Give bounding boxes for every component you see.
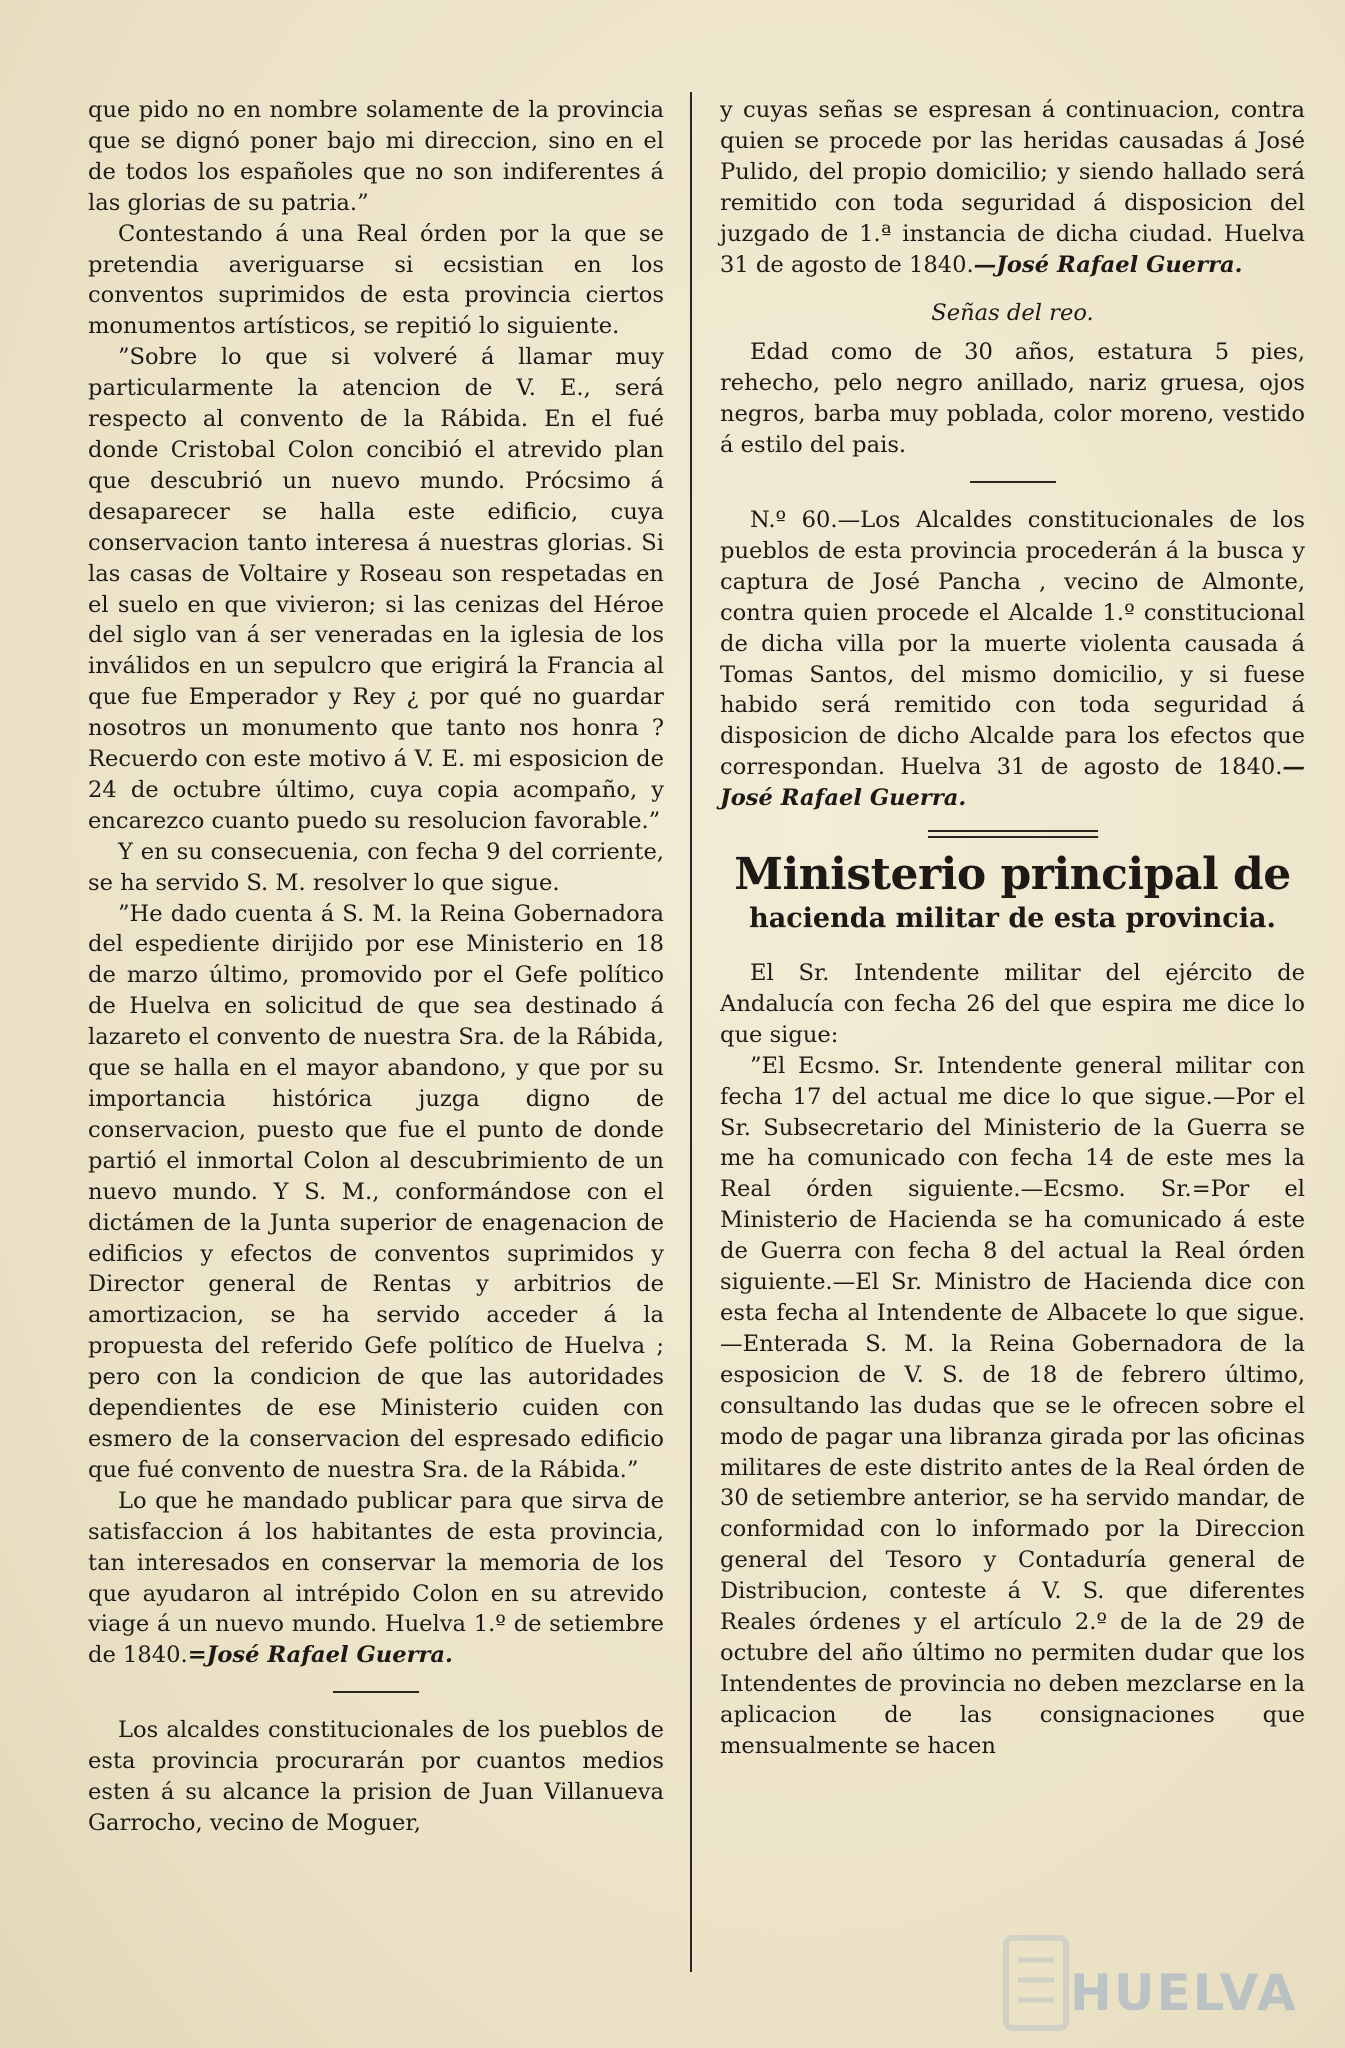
publication-paragraph — [88, 1486, 664, 1671]
left-column — [88, 95, 664, 1839]
right-column — [720, 95, 1305, 1762]
royal-order-paragraph: ”El Ecsmo. Sr. Intendente general militar con fecha 17 del actual me dice lo que sigue.—Por el Sr. Subsecretario del Ministerio de la Guerra se me ha comunicado con fecha 14 de este mes la Real órden siguiente.—Ecsmo. Sr.=Por el Ministerio de Hacienda se ha comunicado á este de Guerra con fecha 8 del actual la Real órden siguiente.—El Sr. Ministro de Hacienda dice con esta fecha al Intendente de Albacete lo que sigue.—Enterada S. M. la Reina Gobernadora de la esposicion de V. S. de 18 de febrero último, consultando las dudas que se le ofrecen sobre el modo de pagar una libranza girada por las oficinas militares de este distrito antes de la Real órden de 30 de setiembre anterior, se ha servido mandar, de conformidad con lo informado por la Direccion general del Tesoro y Contaduría general de Distribucion, conteste á V. S. que diferentes Reales órdenes y el artículo 2.º de la de 29 de octubre del año último no permiten dudar que los Intendentes de provincia no deben mezclarse en la aplicacion de las consignaciones que mensualmente se hacen — [720, 1052, 1305, 1759]
senas-description: Edad como de 30 años, estatura 5 pies, rehecho, pelo negro anillado, nariz gruesa, ojos negros, barba muy poblada, color moreno, vestido á estilo del pais. — [720, 339, 1305, 459]
column-divider — [690, 92, 692, 1972]
section-divider — [928, 836, 1098, 838]
quoted-paragraph: ”Sobre lo que si volveré á llamar muy particularmente la atencion de V. E., será respecto al convento de la Rábida. En el fué donde Cristobal Colon concibió el atrevido plan que descubrió un nuevo mundo. Prócsimo á desaparecer se halla este edificio, cuya conservacion tanto interesa á nuestras glorias. Si las casas de Voltaire y Roseau son respetadas en el suelo en que vivieron; si las cenizas del Héroe del siglo van á ser veneradas en la iglesia de los inválidos en un sepulcro que erigirá la Francia al que fue Emperador y Rey ¿ por qué no guardar nosotros un monumento que tanto nos honra ? Recuerdo con este motivo á V. E. mi esposicion de 24 de octubre último, cuya copia acompaño, y encarezco cuanto puedo su resolucion favorable.” — [88, 344, 664, 834]
signature: —José Rafael Guerra. — [973, 251, 1243, 278]
signature: —José Rafael Guerra. — [720, 754, 1305, 812]
senas-title: Señas del reo. — [931, 300, 1094, 327]
notice-60-paragraph — [720, 505, 1305, 814]
signature: =José Rafael Guerra. — [187, 1642, 453, 1669]
section-divider — [970, 481, 1056, 483]
paragraph — [720, 95, 1305, 280]
watermark-text: HUELVA — [1070, 1964, 1298, 2022]
section-heading: Ministerio principal de — [734, 849, 1291, 901]
paragraph-text: y cuyas señas se espresan á continuacion, contra quien se procede por las heridas causadas á José Pulido, del propio domicilio; y siendo hallado será remitido con toda seguridad á disposicion del juzgado de 1.ª instancia de dicha ciudad. Huelva 31 de agosto de 1840. — [720, 97, 1305, 278]
paragraph-text: Lo que he mandado publicar para que sirva de satisfaccion á los habitantes de esta provincia, tan interesados en conservar la memoria de los que ayudaron al intrépido Colon en su atrevido viage á un nuevo mundo. Huelva 1.º de setiembre de 1840. — [88, 1487, 664, 1669]
section-divider — [333, 1691, 419, 1693]
paragraph: Contestando á una Real órden por la que se pretendia averiguarse si ecsistian en los conventos suprimidos de esta provincia ciertos monumentos artísticos, se repitió lo siguiente. — [88, 220, 664, 340]
royal-order-paragraph: ”He dado cuenta á S. M. la Reina Gobernadora del espediente dirijido por ese Ministerio en 18 de marzo último, promovido por el Gefe político de Huelva en solicitud de que sea destinado á lazareto el convento de nuestra Sra. de la Rábida, que se halla en el mayor abandono, y que por su importancia histórica juzga digno de conservacion, puesto que fue el punto de donde partió el inmortal Colon al descubrimiento de un nuevo mundo. Y S. M., conformándose con el dictámen de la Junta superior de enagenacion de edificios y efectos de conventos suprimidos y Director general de Rentas y arbitrios de amortizacion, se ha servido acceder á la propuesta del referido Gefe político de Huelva ; pero con la condicion de que las autoridades dependientes de ese Ministerio cuiden con esmero de la conservacion del espresado edificio que fué convento de nuestra Sra. de la Rábida.” — [88, 900, 664, 1483]
section-divider — [928, 830, 1098, 832]
paragraph: El Sr. Intendente militar del ejército de Andalucía con fecha 26 del que espira me dice lo que sigue: — [720, 960, 1305, 1048]
paragraph: Y en su consecuenia, con fecha 9 del corriente, se ha servido S. M. resolver lo que sigue. — [88, 838, 664, 896]
paragraph-text: N.º 60.—Los Alcaldes constitucionales de los pueblos de esta provincia procederán á la busca y captura de José Pancha , vecino de Almonte, contra quien procede el Alcalde 1.º constitucional de dicha villa por la muerte violenta causada á Tomas Santos, del mismo domicilio, y si fuese habido será remitido con toda seguridad á disposicion de dicho Alcalde para los efectos que correspondan. Huelva 31 de agosto de 1840. — [720, 506, 1305, 781]
section-subheading: hacienda militar de esta provincia. — [749, 903, 1276, 935]
arrest-notice-paragraph: Los alcaldes constitucionales de los pueblos de esta provincia procurarán por cuantos medios esten á su alcance la prision de Juan Villanueva Garrocho, vecino de Moguer, — [88, 1717, 664, 1836]
paragraph: que pido no en nombre solamente de la provincia que se dignó poner bajo mi direccion, sino en el de todos los españoles que no son indiferentes á las glorias de su patria.” — [88, 97, 664, 216]
